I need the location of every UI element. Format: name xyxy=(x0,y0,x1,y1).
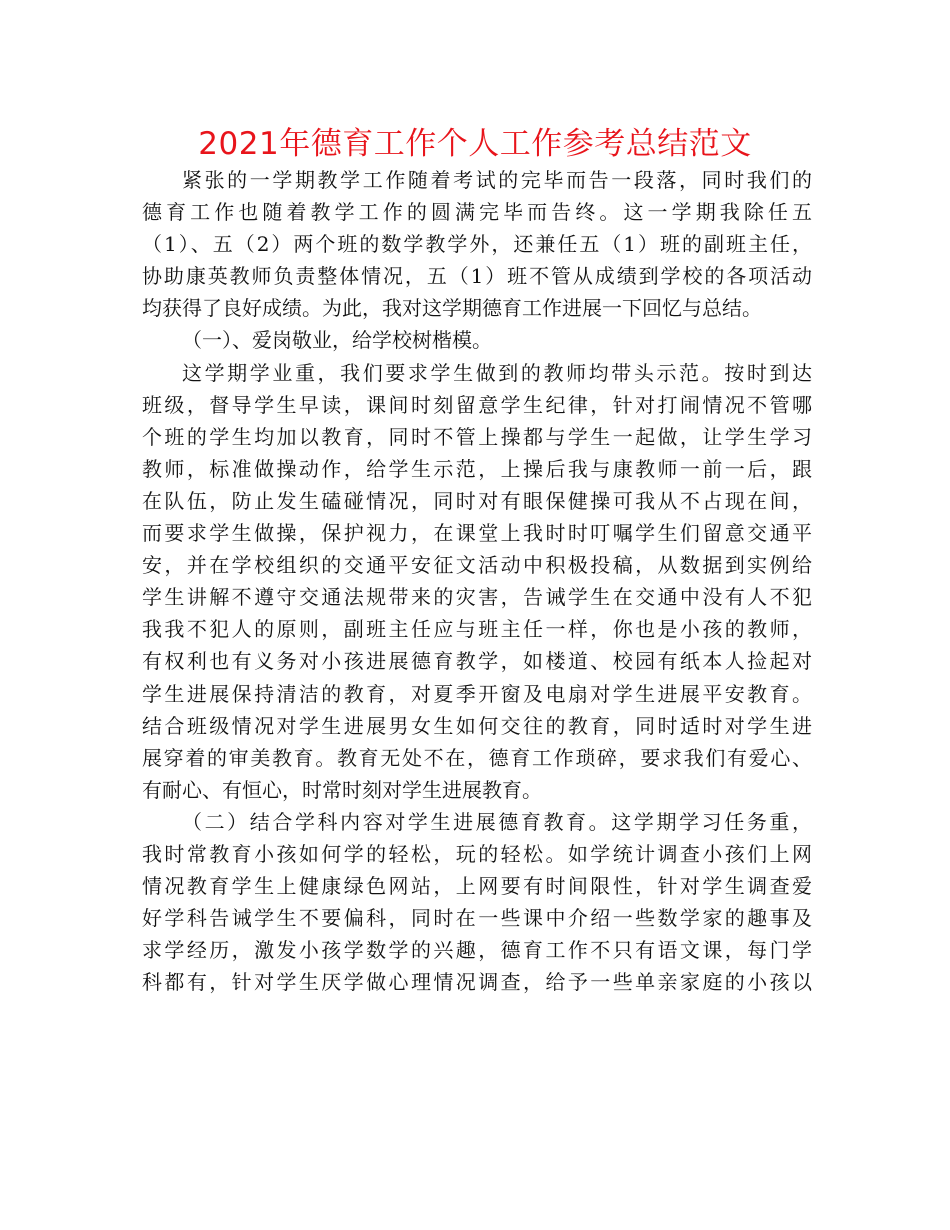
body-line: 班级，督导学生早读，课间时刻留意学生纪律，针对打闹情况不管哪 xyxy=(142,392,812,417)
body-line: 好学科告诫学生不要偏科，同时在一些课中介绍一些数学家的趣事及 xyxy=(142,906,812,931)
body-line: 个班的学生均加以教育，同时不管上操都与学生一起做，让学生学习 xyxy=(142,424,812,449)
body-line: 我时常教育小孩如何学的轻松，玩的轻松。如学统计调查小孩们上网 xyxy=(142,841,812,866)
document-body xyxy=(142,164,812,998)
body-line: 有权利也有义务对小孩进展德育教学，如楼道、校园有纸本人捡起对 xyxy=(142,649,812,674)
body-line: 在队伍，防止发生磕碰情况，同时对有眼保健操可我从不占现在间， xyxy=(142,488,812,513)
body-line: 均获得了良好成绩。为此，我对这学期德育工作进展一下回忆与总结。 xyxy=(142,296,762,321)
body-line: 结合班级情况对学生进展男女生如何交往的教育，同时适时对学生进 xyxy=(142,713,812,738)
body-line: （一）、爱岗敬业，给学校树楷模。 xyxy=(182,328,492,353)
body-line: 安，并在学校组织的交通平安征文活动中积极投稿，从数据到实例给 xyxy=(142,553,812,578)
body-line: 德育工作也随着教学工作的圆满完毕而告终。这一学期我除任五 xyxy=(142,200,812,225)
body-line: （二）结合学科内容对学生进展德育教育。这学期学习任务重， xyxy=(182,809,812,834)
body-line: 展穿着的审美教育。教育无处不在，德育工作琐碎，要求我们有爱心、 xyxy=(142,745,812,770)
document-title: 2021年德育工作个人工作参考总结范文 xyxy=(198,126,752,162)
body-line: 情况教育学生上健康绿色网站，上网要有时间限性，针对学生调查爱 xyxy=(142,874,812,899)
body-line: 科都有，针对学生厌学做心理情况调查，给予一些单亲家庭的小孩以 xyxy=(142,970,812,995)
body-line: （1）、五（2）两个班的数学教学外，还兼任五（1）班的副班主任， xyxy=(142,232,812,257)
body-line: 这学期学业重，我们要求学生做到的教师均带头示范。按时到达 xyxy=(182,360,812,385)
body-line: 有耐心、有恒心，时常时刻对学生进展教育。 xyxy=(142,777,542,802)
body-line: 学生进展保持清洁的教育，对夏季开窗及电扇对学生进展平安教育。 xyxy=(142,681,812,706)
body-line: 我我不犯人的原则，副班主任应与班主任一样，你也是小孩的教师， xyxy=(142,617,812,642)
body-line: 教师，标准做操动作，给学生示范，上操后我与康教师一前一后，跟 xyxy=(142,456,812,481)
body-line: 学生讲解不遵守交通法规带来的灾害，告诫学生在交通中没有人不犯 xyxy=(142,585,812,610)
body-line: 而要求学生做操，保护视力，在课堂上我时时叮嘱学生们留意交通平 xyxy=(142,521,812,546)
body-line: 紧张的一学期教学工作随着考试的完毕而告一段落，同时我们的 xyxy=(182,168,812,192)
body-line: 协助康英教师负责整体情况，五（1）班不管从成绩到学校的各项活动 xyxy=(142,264,812,289)
body-line: 求学经历，激发小孩学数学的兴趣，德育工作不只有语文课，每门学 xyxy=(142,938,812,963)
